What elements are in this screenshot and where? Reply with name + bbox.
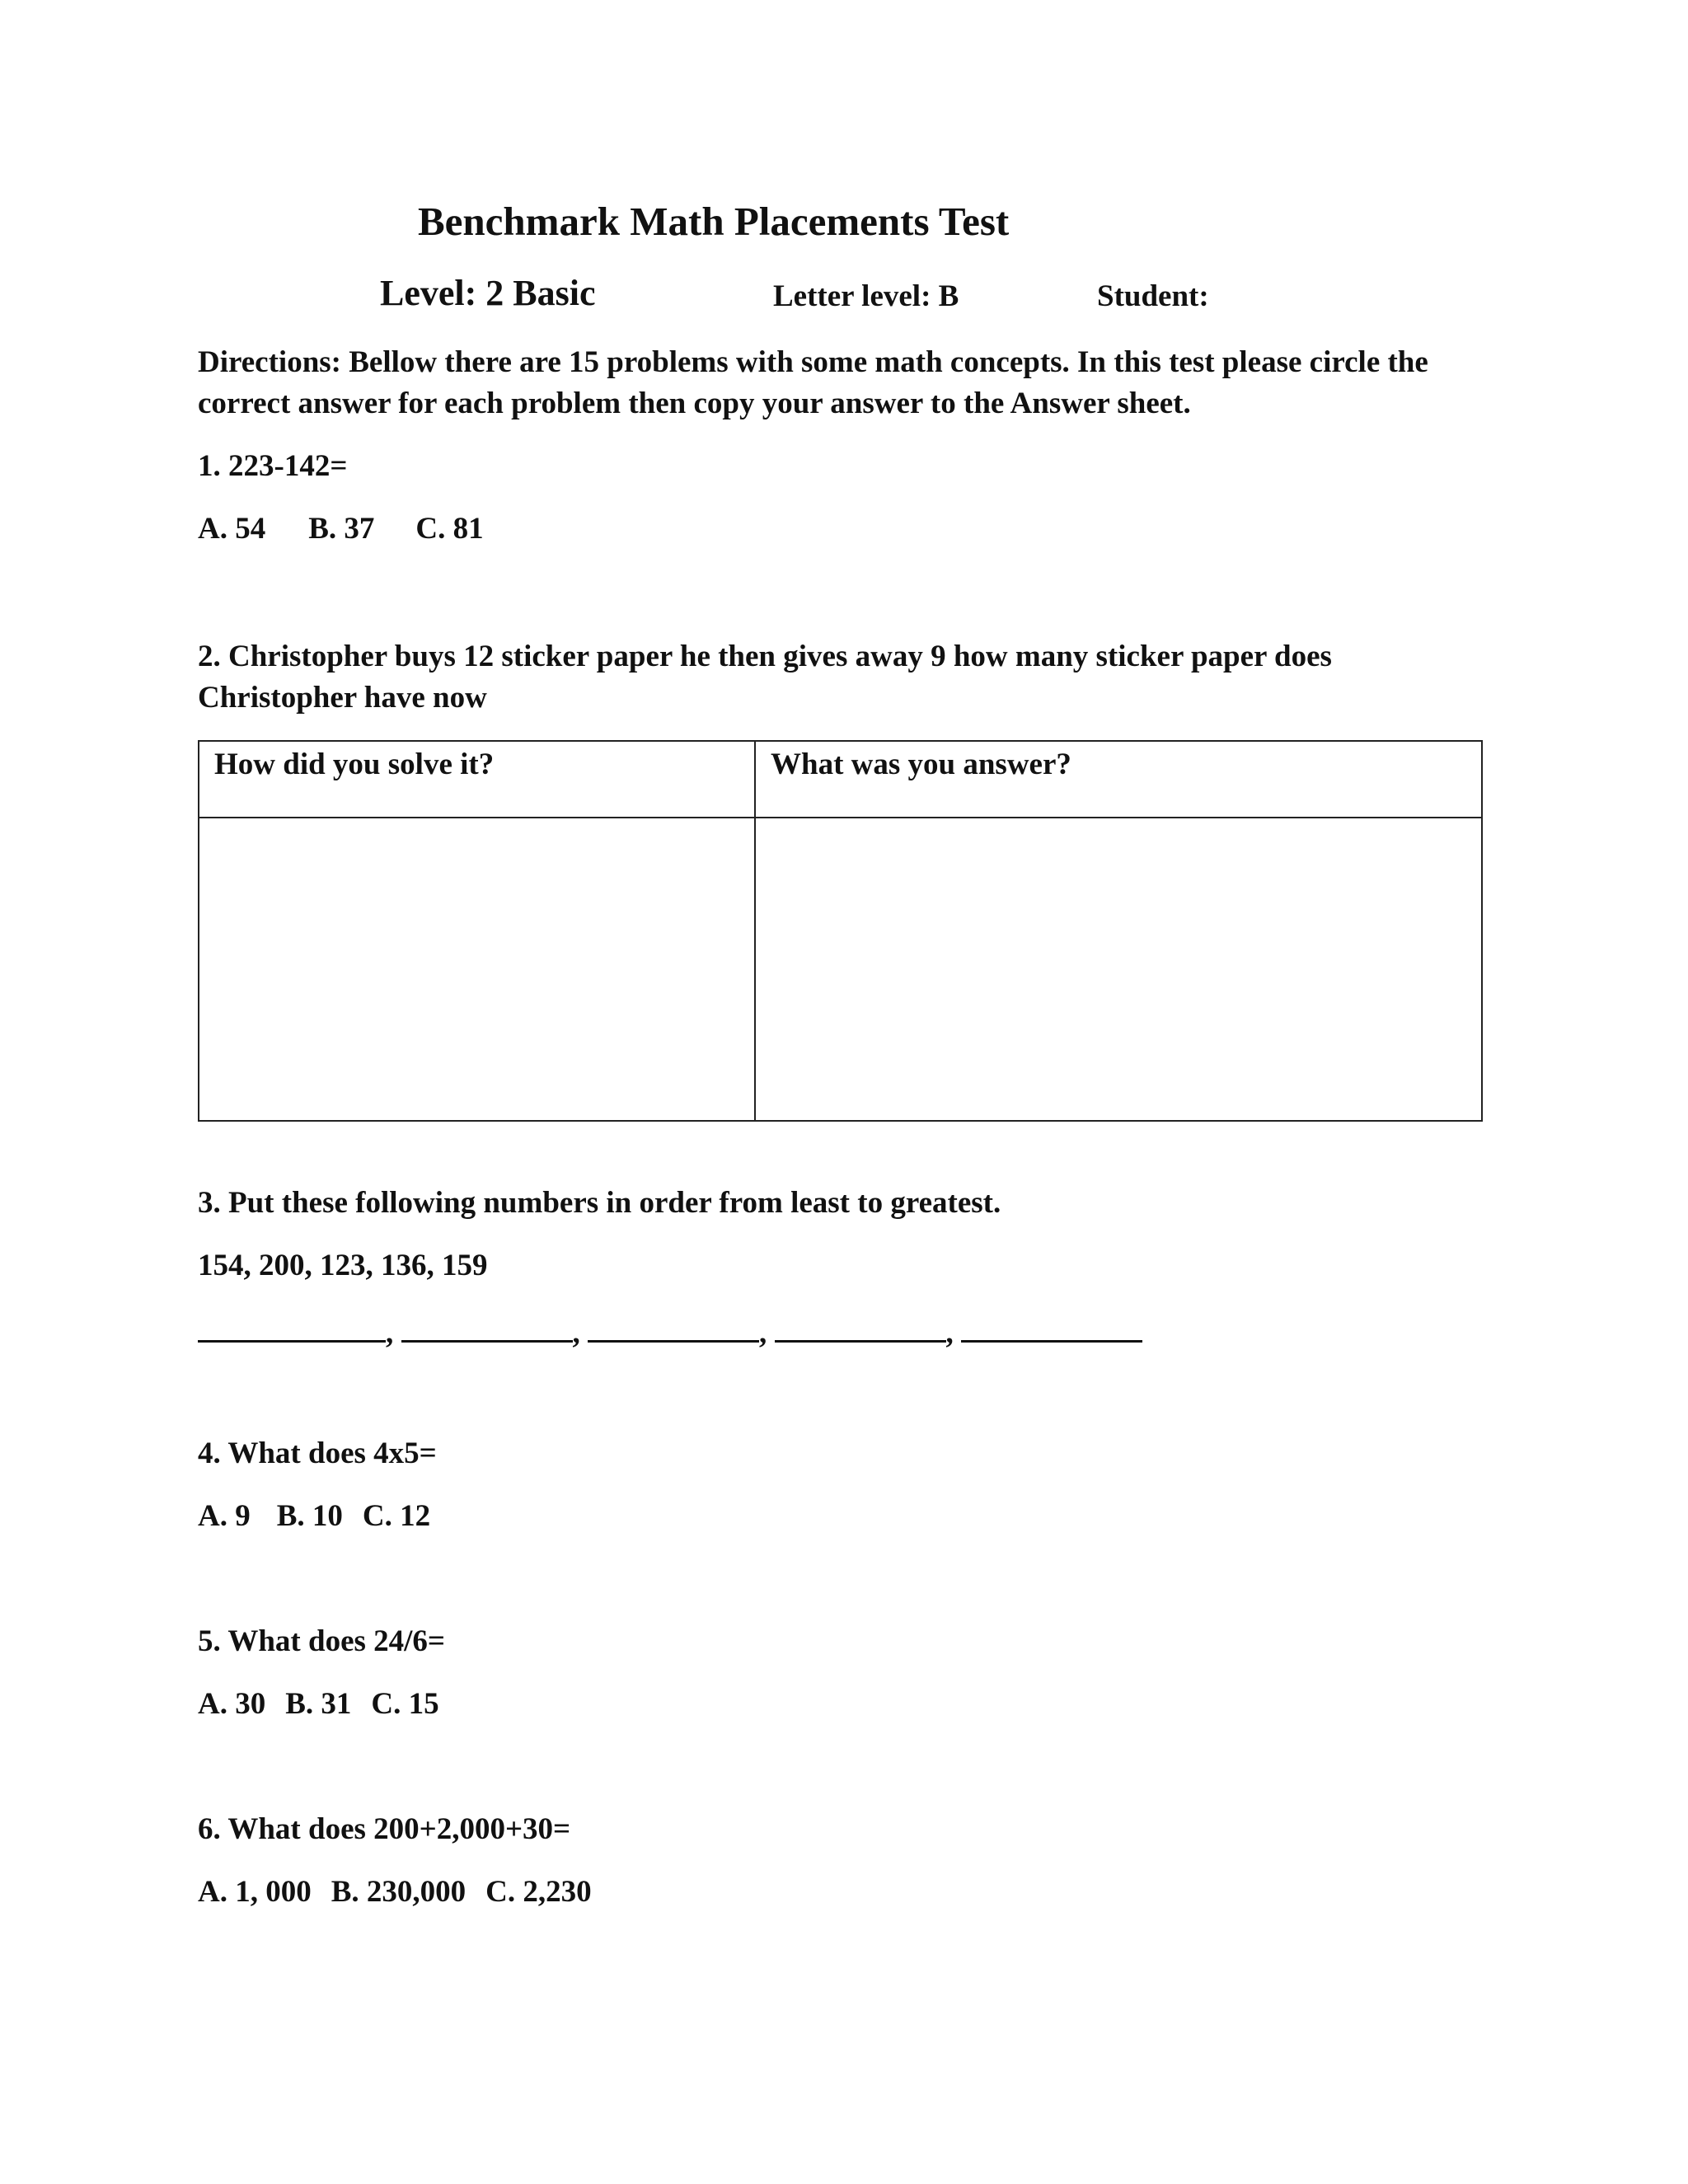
question-text: What does 200+2,000+30=	[227, 1812, 571, 1846]
table-header-answer: What was you answer?	[755, 741, 1482, 818]
choice-b[interactable]: B. 37	[308, 512, 375, 546]
choice-c[interactable]: C. 2,230	[485, 1875, 592, 1909]
question-number: 6.	[198, 1812, 221, 1846]
directions-text: Directions: Bellow there are 15 problems with some math concepts. In this test please circle the correct answer for each problem then copy your answer to the Answer sheet.	[198, 345, 1428, 420]
answer-blank-5[interactable]	[961, 1310, 1142, 1343]
question-number: 5.	[198, 1624, 221, 1658]
question-text: Put these following numbers in order from least to greatest.	[228, 1186, 1001, 1220]
final-answer-cell[interactable]	[755, 818, 1482, 1121]
choice-b[interactable]: B. 230,000	[331, 1875, 467, 1909]
question-4	[198, 1436, 437, 1471]
answer-blank-2[interactable]	[401, 1310, 573, 1343]
question-1-choices	[198, 511, 484, 546]
question-number: 2.	[198, 640, 221, 673]
answer-blanks: , , , ,	[198, 1310, 1142, 1351]
answer-blank-4[interactable]	[775, 1310, 946, 1343]
question-text: 223-142=	[228, 449, 348, 483]
question-text: What does 4x5=	[227, 1436, 437, 1470]
method-answer-cell[interactable]	[199, 818, 755, 1121]
question-4-choices	[198, 1498, 430, 1534]
work-table	[198, 740, 1483, 1122]
question-3	[198, 1185, 1001, 1221]
question-number: 4.	[198, 1436, 221, 1470]
choice-c[interactable]: C. 12	[362, 1499, 431, 1533]
choice-c[interactable]: C. 81	[415, 512, 484, 546]
question-text: What does 24/6=	[227, 1624, 446, 1658]
choice-b[interactable]: B. 31	[285, 1687, 352, 1721]
number-list: 154, 200, 123, 136, 159	[198, 1249, 488, 1282]
table-header-method: How did you solve it?	[199, 741, 755, 818]
question-5-choices	[198, 1686, 439, 1722]
choice-a[interactable]: A. 30	[198, 1687, 266, 1721]
page-title: Benchmark Math Placements Test	[418, 199, 1010, 244]
choice-b[interactable]: B. 10	[276, 1499, 343, 1533]
question-6	[198, 1811, 570, 1847]
choice-a[interactable]: A. 9	[198, 1499, 251, 1533]
question-6-choices	[198, 1874, 592, 1910]
level-label: Level: 2 Basic	[380, 273, 596, 313]
choice-a[interactable]: A. 54	[198, 512, 266, 546]
choice-c[interactable]: C. 15	[371, 1687, 439, 1721]
question-number: 3.	[198, 1186, 221, 1220]
question-5	[198, 1624, 445, 1659]
question-1	[198, 448, 347, 484]
answer-blank-3[interactable]	[588, 1310, 759, 1343]
student-label: Student:	[1097, 279, 1209, 313]
question-number: 1.	[198, 449, 221, 483]
question-text: Christopher buys 12 sticker paper he then gives away 9 how many sticker paper does Christopher have now	[198, 640, 1332, 715]
question-2	[198, 636, 1484, 719]
answer-blank-1[interactable]	[198, 1310, 386, 1343]
choice-a[interactable]: A. 1, 000	[198, 1875, 312, 1909]
letter-level-label: Letter level: B	[773, 279, 959, 313]
